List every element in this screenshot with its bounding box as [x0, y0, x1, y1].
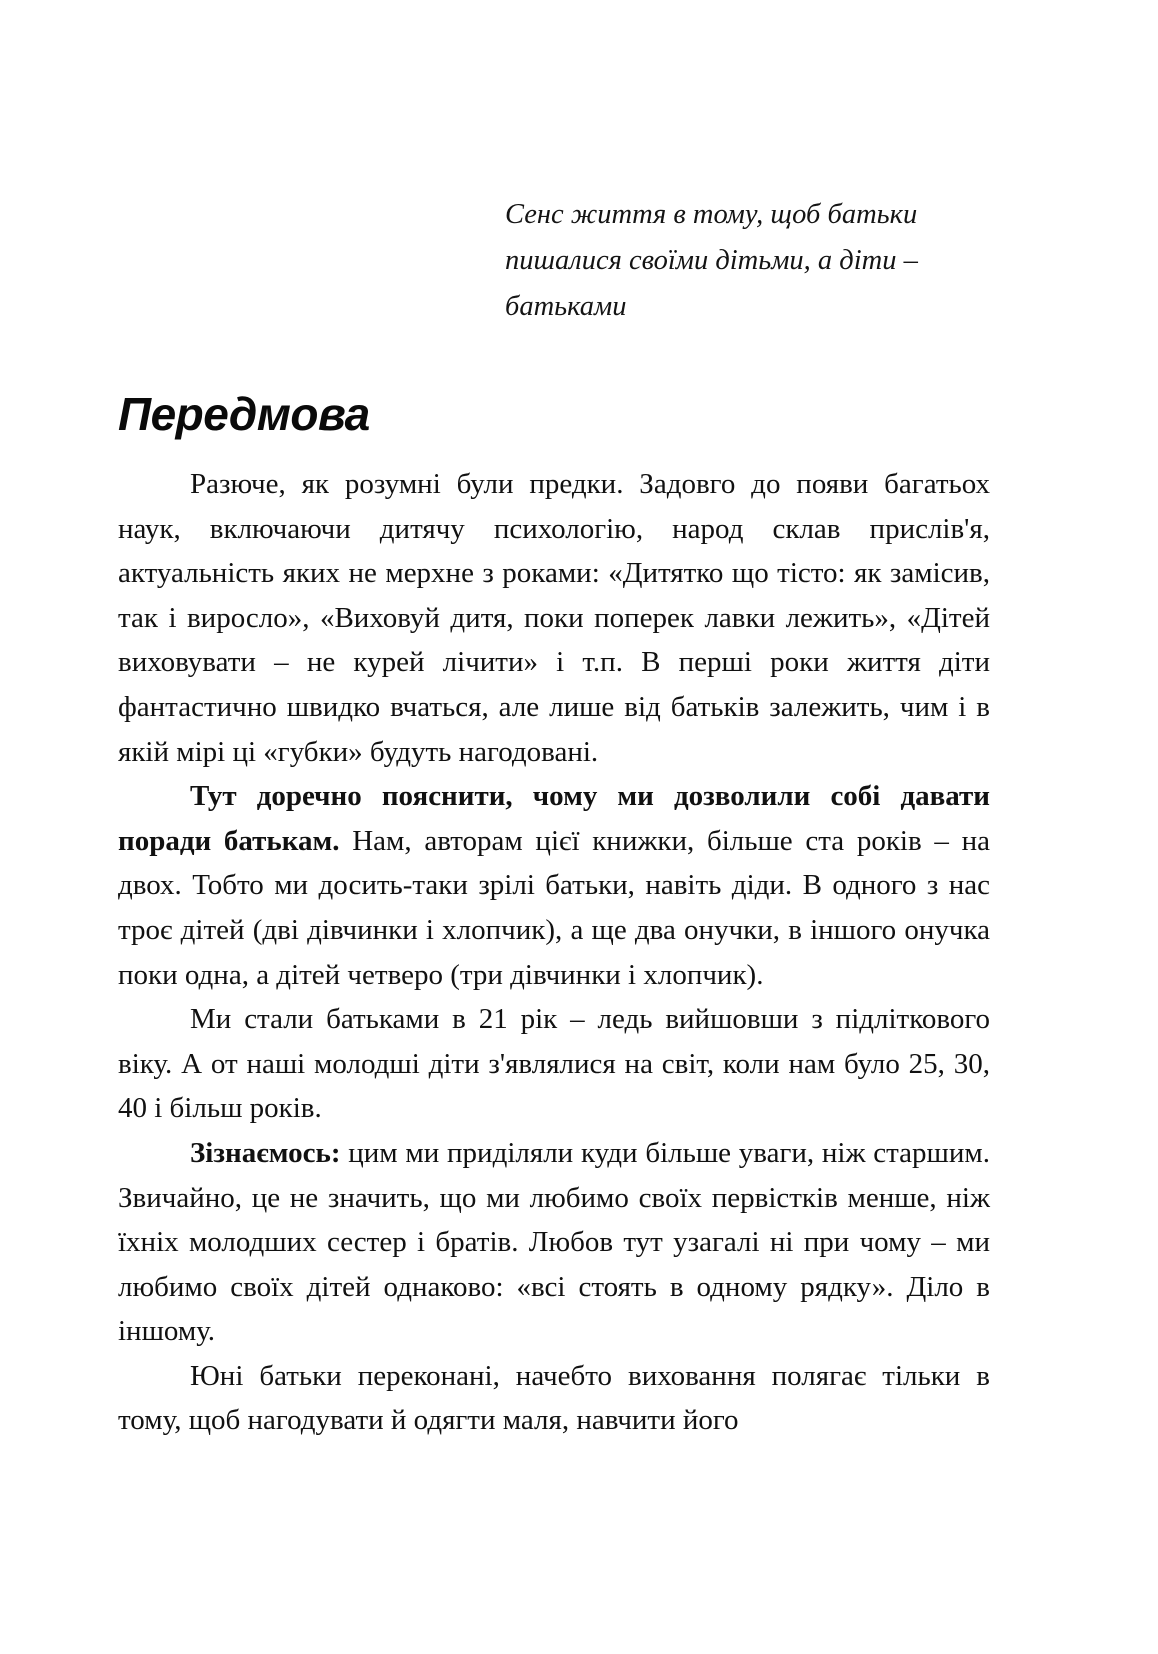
paragraph-4-text: цим ми приділяли куди більше уваги, ніж старшим. Звичайно, це не значить, що ми любимо своїх первістків менше, ніж їхніх молодших сестер і братів. Любов тут узагалі ні при чому – ми любимо своїх дітей однаково: «всі стоять в одному рядку». Діло в іншому. [118, 1136, 990, 1348]
epigraph-line-3: батьками [505, 291, 627, 322]
paragraph-2-text: Нам, авторам цієї книжки, більше ста років – на двох. Тобто ми досить-таки зрілі батьки, навіть діди. В одного з нас троє дітей (дві дівчинки і хлопчик), а ще два онучки, в іншого онучка поки одна, а дітей четверо (три дівчинки і хлопчик). [118, 824, 990, 991]
paragraph-4 [118, 1131, 990, 1354]
paragraph-1-text: Разюче, як розумні були предки. Задовго до появи багатьох наук, включаючи дитячу психологію, народ склав прислів'я, актуальність яких не мерхне з роками: «Дитятко що тісто: як замісив, так і виросло», «Виховуй дитя, поки поперек лавки лежить», «Дітей виховувати – не курей лічити» і т.п. В перші роки життя діти фантастично швидко вчаться, але лише від батьків залежить, чим і в якій мірі ці «губки» будуть нагодовані. [118, 468, 990, 768]
body-text [118, 462, 990, 1443]
paragraph-5-text: Юні батьки переконані, начебто виховання полягає тільки в тому, щоб нагодувати й одягти маля, навчити його [118, 1359, 990, 1437]
epigraph-line-2: пишалися своїми дітьми, а діти – [505, 245, 918, 276]
epigraph [505, 192, 991, 330]
paragraph-3 [118, 997, 990, 1131]
paragraph-1 [118, 462, 990, 774]
paragraph-4-lead: Зізнаємось: [190, 1136, 341, 1169]
epigraph-line-1: Сенс життя в тому, щоб батьки [505, 199, 918, 230]
page-title: Передмова [118, 387, 370, 440]
paragraph-2-lead: Тут доречно пояснити, чому ми дозволили собі давати поради батькам. [118, 780, 990, 857]
paragraph-3-text: Ми стали батьками в 21 рік – ледь вийшовши з підліткового віку. А от наші молодші діти з'являлися на світ, коли нам було 25, 30, 40 і більш років. [118, 1003, 990, 1125]
paragraph-5 [118, 1354, 990, 1443]
paragraph-2 [118, 774, 990, 997]
